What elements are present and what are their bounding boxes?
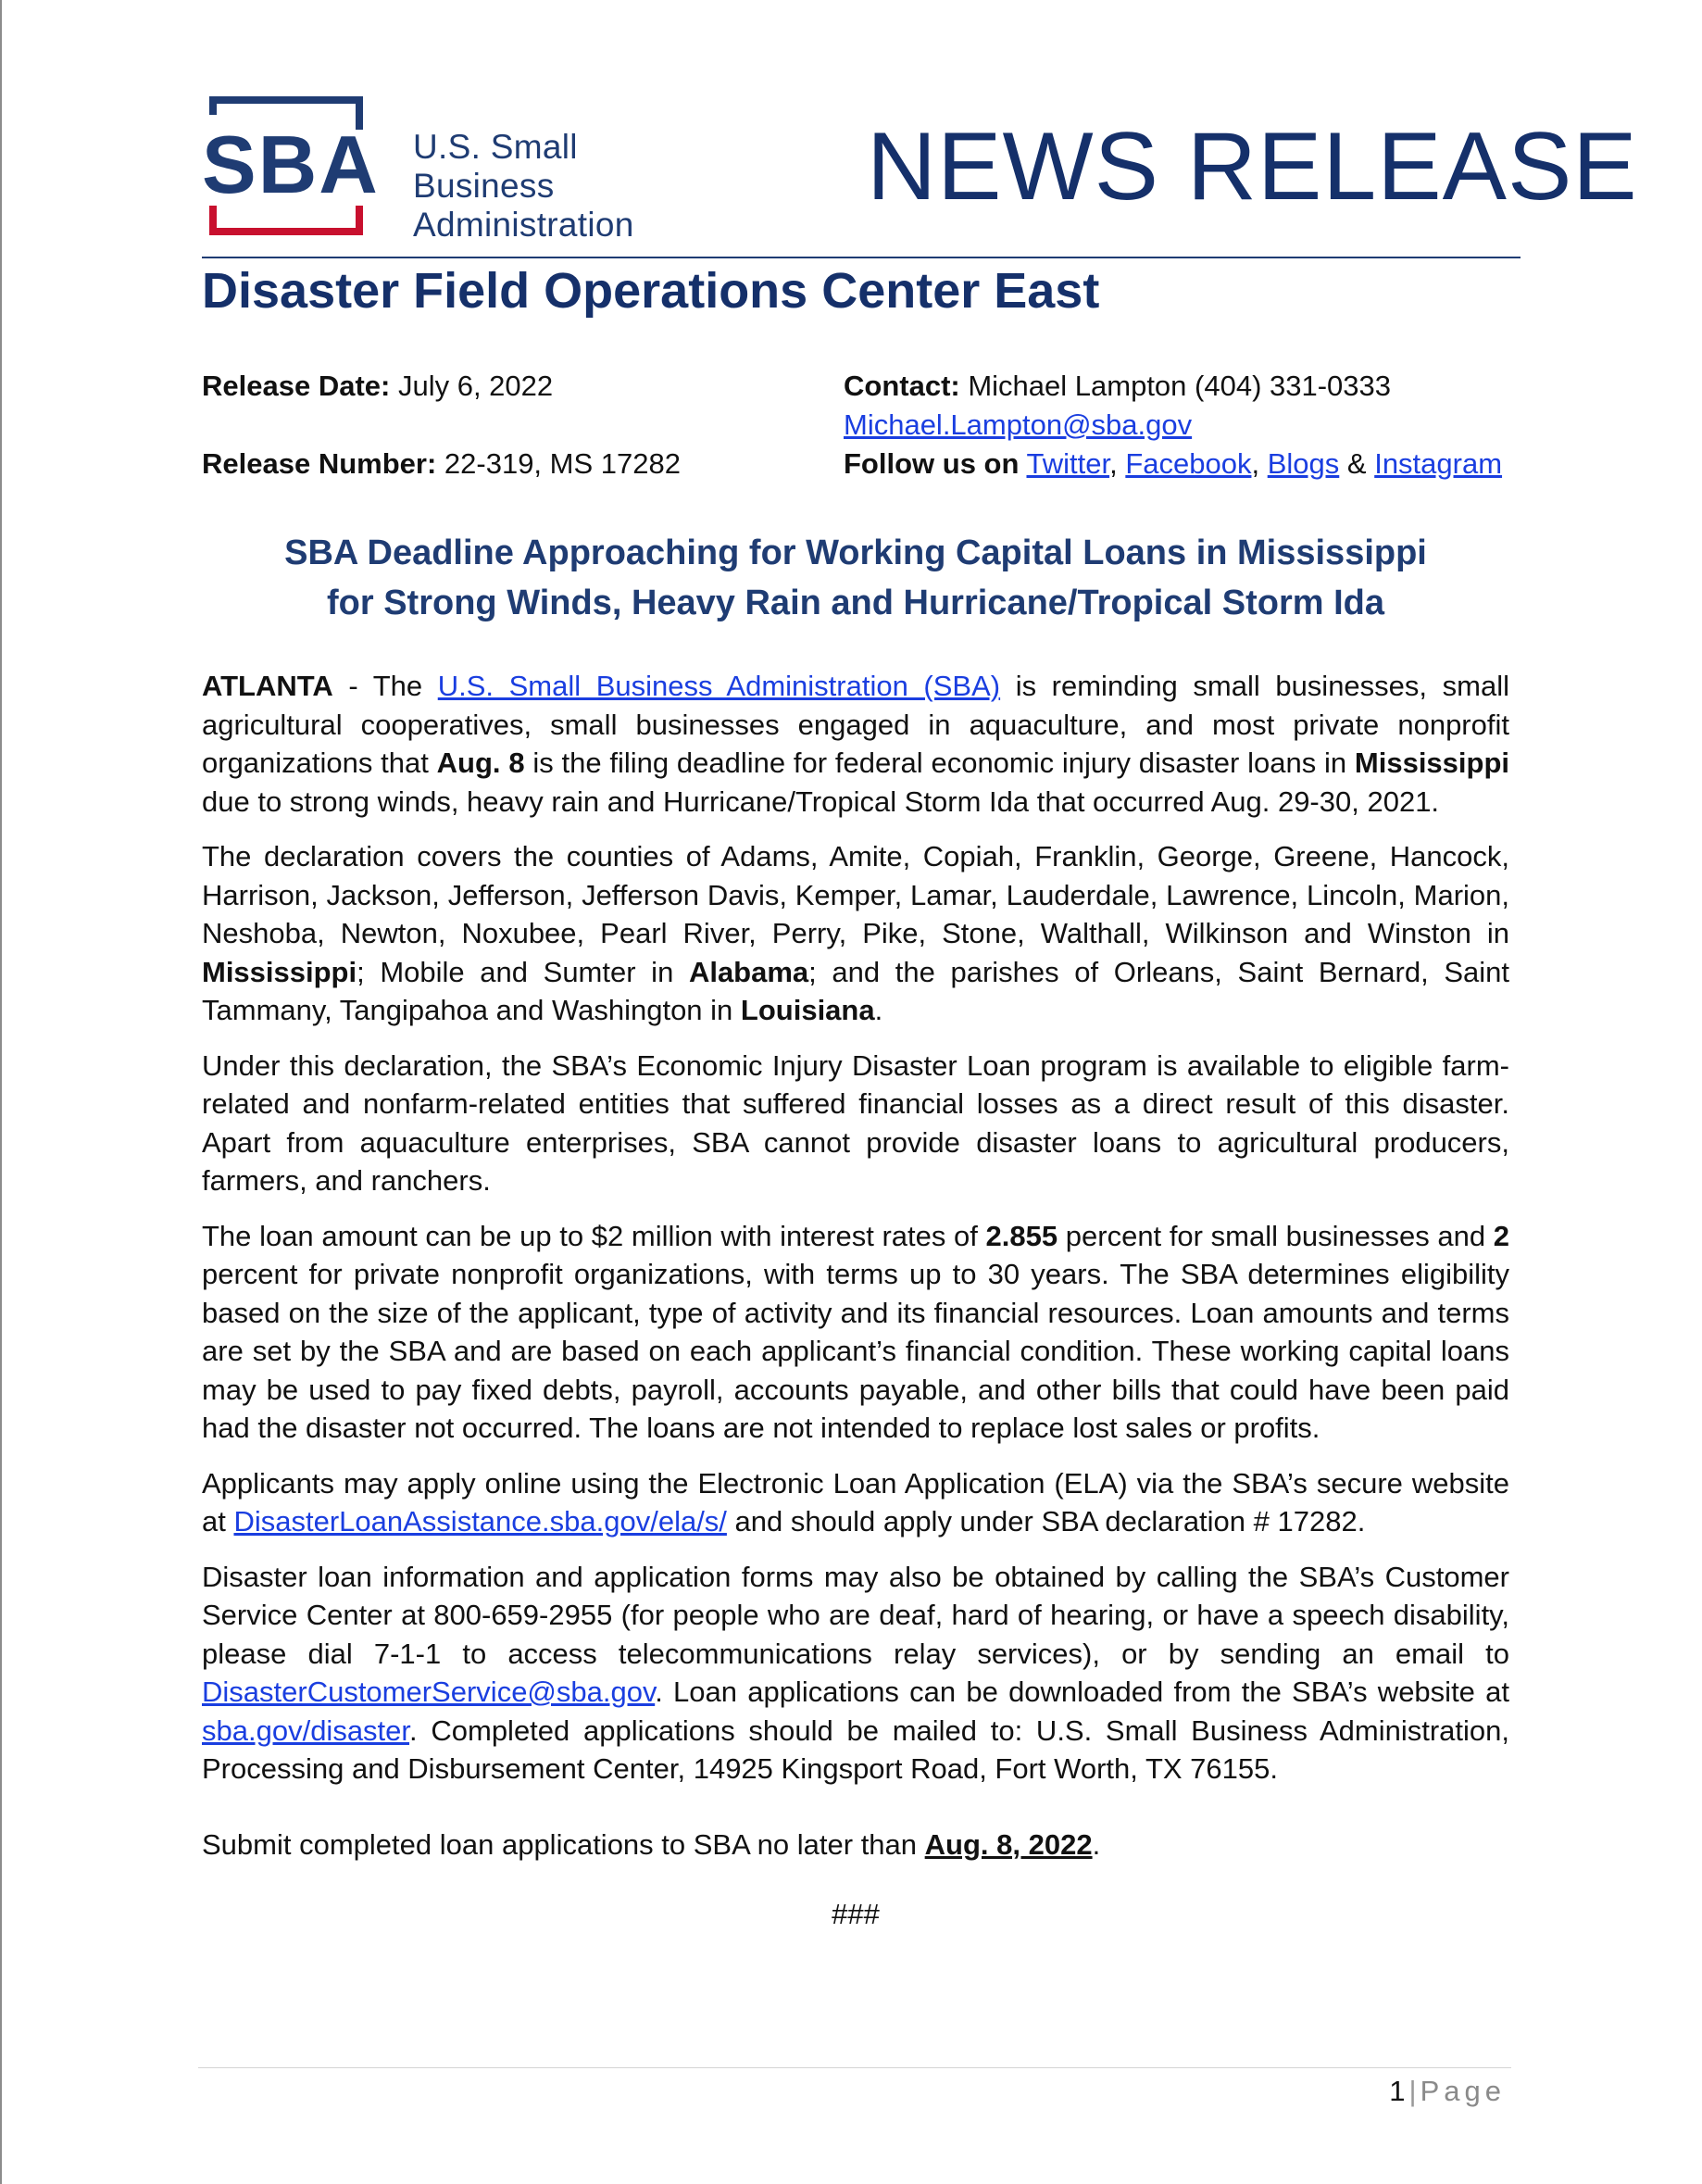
paragraph-contact-info xyxy=(202,1558,1509,1789)
comma: , xyxy=(1251,447,1260,480)
logo-letters: SBA xyxy=(202,119,380,210)
text: The loan amount can be up to $2 million with interest rates of xyxy=(202,1219,986,1252)
contact-label: Contact: xyxy=(844,370,960,402)
news-release-title: NEWS RELEASE xyxy=(867,113,1638,220)
text: . Loan applications can be downloaded from the SBA’s website at xyxy=(655,1676,1509,1708)
release-date-label: Release Date: xyxy=(202,370,391,402)
release-body xyxy=(202,667,1509,1951)
text: The declaration covers the counties of Adams, Amite, Copiah, Franklin, George, Greene, Hancock, Harrison, Jackson, Jefferson, Jefferson Davis, Kemper, Lamar, Lauderdale, Lawrence, Lincoln, Marion, Neshoba, Newton, Noxubee, Pearl River, Perry, Pike, Stone, Walthall, Wilkinson and Winston in xyxy=(202,840,1509,949)
paragraph-deadline xyxy=(202,1826,1509,1864)
text: ; and the parishes of Orleans, Saint Bernard, Saint Tammany, Tangipahoa and Washington in xyxy=(202,955,1509,1026)
state-bold: Mississippi xyxy=(1354,747,1510,779)
dateline: ATLANTA xyxy=(202,670,333,702)
contact-email-link[interactable]: Michael.Lampton@sba.gov xyxy=(844,408,1193,441)
release-number xyxy=(202,445,681,483)
sba-logo-mark xyxy=(202,96,387,245)
customer-service-email-link[interactable]: DisasterCustomerService@sba.gov xyxy=(202,1676,656,1708)
state-bold: Mississippi xyxy=(202,955,357,988)
office-name: Disaster Field Operations Center East xyxy=(202,263,1100,319)
rate-bold: 2.855 xyxy=(985,1219,1058,1252)
contact-value: Michael Lampton (404) 331-0333 xyxy=(968,370,1392,402)
state-bold: Alabama xyxy=(688,955,809,988)
text: and should apply under SBA declaration # 17282. xyxy=(726,1505,1366,1538)
paragraph-intro xyxy=(202,667,1509,821)
logo-text xyxy=(413,128,720,245)
text: Disaster loan information and application forms may also be obtained by calling the SBA’s Customer Service Center at 800-659-2955 (for people who are deaf, hard of hearing, or have a speech disability, please dial 7-1-1 to access telecommunications relay services), or by sending an email to xyxy=(202,1560,1509,1670)
contact-info xyxy=(844,367,1391,406)
sba-link[interactable]: U.S. Small Business Administration (SBA) xyxy=(437,670,1001,702)
sba-disaster-link[interactable]: sba.gov/disaster xyxy=(202,1713,410,1747)
text: is reminding small businesses, small agricultural cooperatives, small businesses engaged in aquaculture, and most private nonprofit organizations that xyxy=(202,670,1509,779)
text: is the filing deadline for federal economic injury disaster loans in xyxy=(524,747,1355,779)
text: due to strong winds, heavy rain and Hurricane/Tropical Storm Ida that occurred Aug. 29-30, 2021. xyxy=(202,784,1440,818)
comma: , xyxy=(1109,447,1118,480)
rate-bold: 2 xyxy=(1493,1219,1509,1252)
blogs-link[interactable]: Blogs xyxy=(1267,447,1340,480)
text: Applicants may apply online using the Electronic Loan Application (ELA) via the SBA’s secure website at xyxy=(202,1466,1509,1538)
contact-email-line xyxy=(844,406,1192,445)
state-bold: Louisiana xyxy=(740,994,875,1026)
text: percent for small businesses and xyxy=(1057,1219,1494,1252)
text: - The xyxy=(332,670,438,702)
release-number-label: Release Number: xyxy=(202,447,437,480)
logo-text-line1: U.S. Small Business xyxy=(413,128,578,205)
logo-text-line2: Administration xyxy=(413,206,634,244)
deadline-underlined: Aug. 8, 2022 xyxy=(924,1827,1093,1861)
text: ; Mobile and Sumter in xyxy=(357,955,689,988)
paragraph-declaration xyxy=(202,837,1509,1030)
end-mark: ### xyxy=(832,1898,880,1930)
release-number-value: 22-319, MS 17282 xyxy=(444,447,681,480)
instagram-link[interactable]: Instagram xyxy=(1374,447,1503,480)
text: . Completed applications should be mailed to: U.S. Small Business Administration, Processing and Disbursement Center, 14925 Kingsport Road, Fort Worth, TX 76155. xyxy=(202,1713,1509,1785)
headline-line2: for Strong Winds, Heavy Rain and Hurricane/Tropical Storm Ida xyxy=(327,584,1384,622)
page-separator: | xyxy=(1408,2075,1417,2107)
paragraph-loan-terms xyxy=(202,1217,1509,1448)
sba-logo xyxy=(202,96,720,245)
deadline-bold: Aug. 8 xyxy=(436,747,525,779)
text: percent for private nonprofit organizations, with terms up to 30 years. The SBA determines eligibility based on the size of the applicant, type of activity and its financial resources. Loan amounts and terms are set by the SBA and are based on each applicant’s financial condition. These working capital loans may be used to pay fixed debts, payroll, accounts payable, and other bills that could have been paid had the disaster not occurred. The loans are not intended to replace lost sales or profits. xyxy=(202,1258,1509,1444)
facebook-link[interactable]: Facebook xyxy=(1125,447,1252,480)
release-date-value: July 6, 2022 xyxy=(397,370,554,402)
page-number: 1 xyxy=(1389,2075,1406,2107)
release-date xyxy=(202,367,553,406)
page-edge xyxy=(0,0,2,2184)
follow-label: Follow us on xyxy=(844,447,1020,480)
headline xyxy=(202,528,1509,628)
text: . xyxy=(1092,1827,1101,1861)
page-word: Page xyxy=(1420,2075,1506,2107)
text: . xyxy=(874,994,883,1026)
headline-line1: SBA Deadline Approaching for Working Capital Loans in Mississippi xyxy=(284,533,1427,572)
text: Submit completed loan applications to SBA no later than xyxy=(202,1827,925,1861)
ampersand: & xyxy=(1346,447,1367,480)
ela-link[interactable]: DisasterLoanAssistance.sba.gov/ela/s/ xyxy=(233,1505,727,1538)
page-footer xyxy=(1389,2071,1506,2112)
paragraph-apply-online xyxy=(202,1464,1509,1541)
twitter-link[interactable]: Twitter xyxy=(1026,447,1110,480)
paragraph-eligibility: Under this declaration, the SBA’s Economic Injury Disaster Loan program is available to eligible farm-related and nonfarm-related entities that suffered financial losses as a direct result of this disaster. Apart from aquaculture enterprises, SBA cannot provide disaster loans to agricultural producers, farmers, and ranchers. xyxy=(202,1048,1509,1197)
footer-divider xyxy=(198,2067,1511,2068)
follow-us xyxy=(844,445,1502,483)
